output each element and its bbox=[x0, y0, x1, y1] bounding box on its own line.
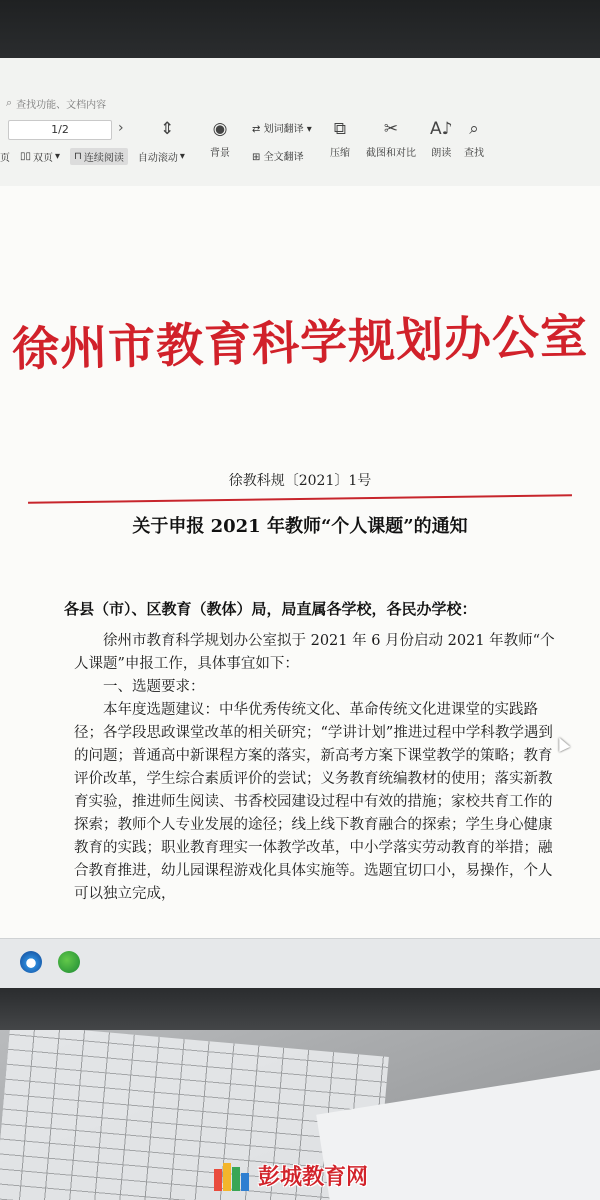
read-aloud-label: 朗读 bbox=[431, 148, 452, 159]
monitor-bezel-top bbox=[0, 0, 600, 62]
document-number: 徐教科规〔2021〕1号 bbox=[228, 473, 372, 489]
full-translate-label: 全文翻译 bbox=[263, 152, 304, 163]
wps-app-icon[interactable] bbox=[58, 951, 80, 973]
next-page-icon[interactable]: › bbox=[118, 120, 124, 136]
scissors-icon: ✂ bbox=[383, 119, 399, 139]
speaker-icon: A♪ bbox=[430, 119, 453, 139]
compress-tool[interactable] bbox=[330, 118, 350, 159]
scroll-icon: ⇕ bbox=[160, 119, 175, 139]
background-tool[interactable] bbox=[210, 118, 230, 159]
page-indicator-input[interactable]: 1/2 bbox=[8, 120, 112, 140]
continuous-icon: ⊓ bbox=[74, 150, 82, 162]
doc-translate-icon: ⊞ bbox=[252, 152, 261, 163]
red-divider bbox=[28, 494, 572, 504]
search-icon: ⌕ bbox=[6, 96, 13, 109]
find-label: 查找 bbox=[464, 148, 484, 159]
watermark-text: 彭城教育网 bbox=[258, 1165, 369, 1190]
single-page-label: 页 bbox=[0, 152, 10, 164]
search-input[interactable] bbox=[0, 92, 306, 114]
read-aloud-tool[interactable] bbox=[430, 118, 452, 159]
continuous-read-button[interactable] bbox=[70, 148, 128, 165]
single-page-button[interactable] bbox=[0, 149, 10, 164]
translate-icon: ⇄ bbox=[252, 124, 261, 135]
background-label: 背景 bbox=[210, 148, 230, 159]
office-title: 徐州市教育科学规划办公室 bbox=[11, 309, 589, 378]
browser-icon[interactable] bbox=[20, 951, 42, 973]
eye-icon: ◉ bbox=[212, 119, 228, 139]
word-translate-label: 划词翻译 bbox=[263, 124, 304, 135]
notice-title: 关于申报 2021 年教师“个人课题”的通知 bbox=[132, 516, 468, 537]
document-page bbox=[0, 186, 600, 988]
double-page-label: 双页 bbox=[33, 152, 54, 164]
reader-window bbox=[0, 58, 600, 988]
books-logo-icon bbox=[212, 1161, 252, 1191]
screenshot-compare-label: 截图和对比 bbox=[366, 148, 416, 159]
compress-label: 压缩 bbox=[330, 148, 350, 159]
auto-scroll-button[interactable] bbox=[138, 149, 185, 164]
chevron-down-icon: ▾ bbox=[55, 150, 61, 162]
paragraph-topics: 本年度选题建议：中华优秀传统文化、革命传统文化进课堂的实践路径；各学段思政课堂改革的相关研究；“学讲计划”推进过程中学科教学遇到的问题；普通高中新课程方案的落实，新高考方案下课堂教学的策略；教育评价改革，学生综合素质评价的尝试；义务教育统编教材的使用；落实新教育实验，推进师生阅读、书香校园建设过程中有效的措施；家校共育工作的探索；教师个人专业发展的途径；线上线下教育融合的探索；学生身心健康教育的实践；职业教育理实一体教学改革，中小学落实劳动教育的举措；融合教育推进，幼儿园课程游戏化具体实施等。选题宜切口小，易操作，个人可以独立完成， bbox=[74, 702, 553, 902]
auto-scroll-tool[interactable] bbox=[160, 118, 174, 140]
continuous-label: 连续阅读 bbox=[83, 152, 124, 164]
screenshot-compare-tool[interactable] bbox=[366, 118, 416, 159]
paragraph-intro: 徐州市教育科学规划办公室拟于 2021 年 6 月份启动 2021 年教师“个人课题”申报工作，具体事宜如下： bbox=[74, 633, 555, 672]
chevron-down-icon: ▾ bbox=[179, 150, 185, 162]
full-translate-button[interactable] bbox=[252, 148, 304, 163]
word-translate-button[interactable]: ⇄ 划词翻译 ▾ bbox=[252, 124, 312, 135]
reader-toolbar bbox=[0, 118, 600, 178]
double-page-icon: ▯▯ bbox=[20, 150, 32, 162]
search-icon: ⌕ bbox=[469, 119, 479, 139]
view-mode-row bbox=[0, 146, 195, 166]
document-body bbox=[74, 630, 564, 906]
section-heading: 一、选题要求： bbox=[103, 679, 205, 695]
auto-scroll-label: 自动滚动 bbox=[137, 152, 178, 164]
find-tool[interactable] bbox=[464, 118, 484, 159]
taskbar bbox=[0, 938, 600, 988]
double-page-button[interactable] bbox=[20, 149, 60, 164]
compress-icon: ⧉ bbox=[333, 119, 347, 139]
salutation: 各县（市）、区教育（教体）局，局直属各学校，各民办学校： bbox=[64, 600, 477, 618]
search-placeholder: 查找功能、文档内容 bbox=[16, 99, 107, 111]
site-watermark bbox=[212, 1160, 368, 1191]
